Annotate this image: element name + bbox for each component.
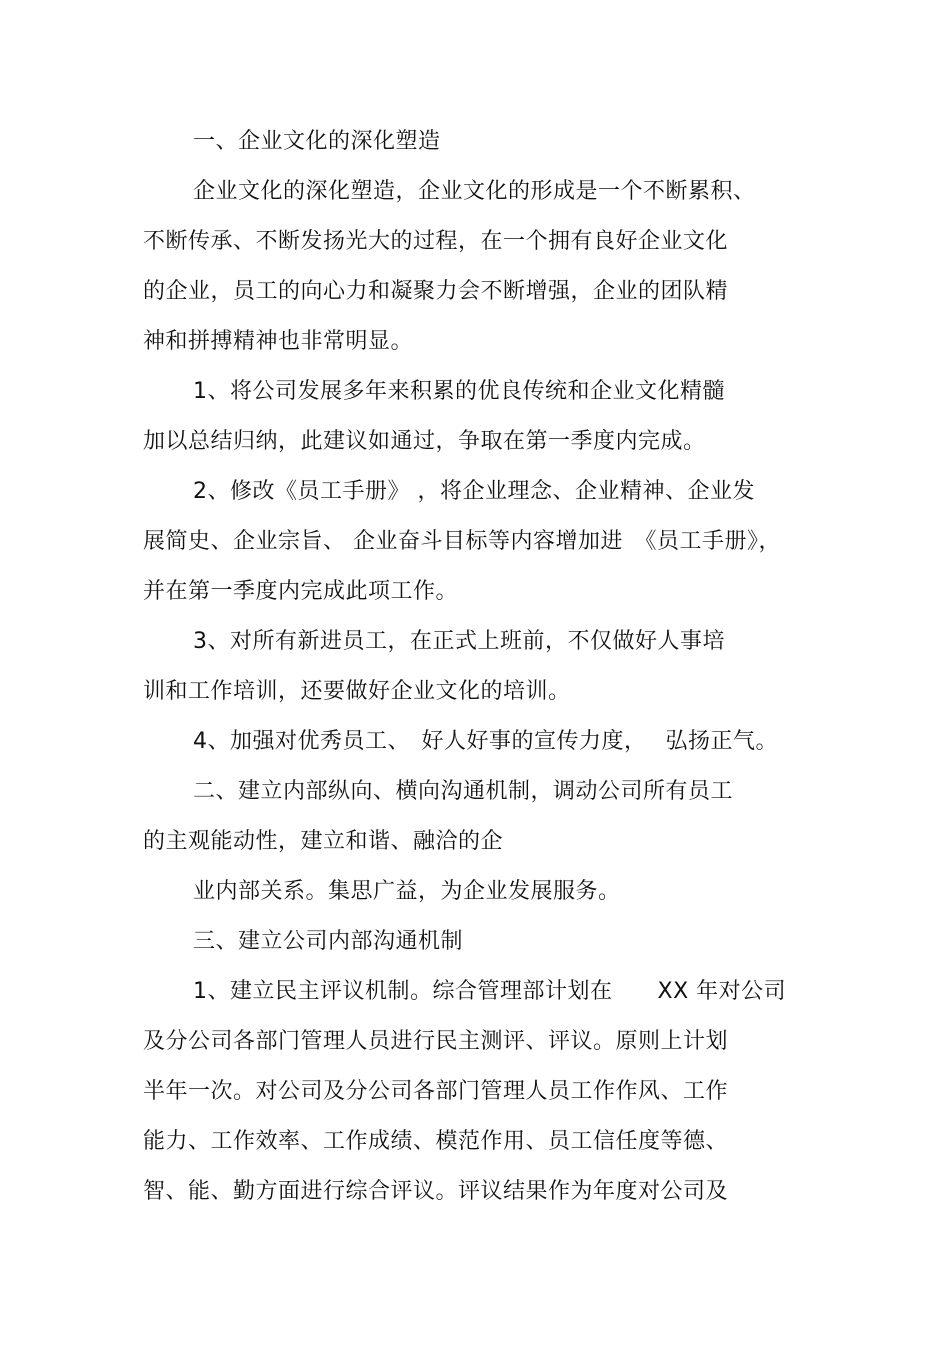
list-item-line: 智、能、勤方面进行综合评议。评议结果作为年度对公司及 <box>143 1179 729 1204</box>
section-heading-2: 二、建立内部纵向、横向沟通机制，调动公司所有员工 <box>193 779 734 804</box>
list-item-line: 1、建立民主评议机制。综合管理部计划在 XX 年对公司 <box>193 979 787 1004</box>
paragraph-line: 神和拼搏精神也非常明显。 <box>143 329 414 354</box>
paragraph-line: 不断传承、不断发扬光大的过程，在一个拥有良好企业文化 <box>143 229 729 254</box>
list-item-line: 展简史、企业宗旨、 企业奋斗目标等内容增加进 《员工手册》， <box>143 529 781 554</box>
list-item-line: 加以总结归纳，此建议如通过，争取在第一季度内完成。 <box>143 429 706 454</box>
list-item-line: 并在第一季度内完成此项工作。 <box>143 579 459 604</box>
list-item-line: 能力、工作效率、工作成绩、模范作用、员工信任度等德、 <box>143 1129 729 1154</box>
list-item-line: 2、修改《员工手册》 ，将企业理念、企业精神、企业发 <box>193 479 755 504</box>
list-item-line: 3、对所有新进员工，在正式上班前，不仅做好人事培 <box>193 629 725 654</box>
section-heading-2-cont: 的主观能动性，建立和谐、融洽的企 <box>143 829 504 854</box>
list-item-line: 1、将公司发展多年来积累的优良传统和企业文化精髓 <box>193 379 725 404</box>
list-item-line: 4、加强对优秀员工、 好人好事的宣传力度， 弘扬正气。 <box>193 729 778 754</box>
list-item-line: 半年一次。对公司及分公司各部门管理人员工作作风、工作 <box>143 1079 729 1104</box>
paragraph-line: 的企业，员工的向心力和凝聚力会不断增强，企业的团队精 <box>143 279 729 304</box>
paragraph-line: 企业文化的深化塑造，企业文化的形成是一个不断累积、 <box>193 179 756 204</box>
list-item-line: 训和工作培训，还要做好企业文化的培训。 <box>143 679 571 704</box>
paragraph-line: 业内部关系。集思广益，为企业发展服务。 <box>193 879 621 904</box>
list-item-line: 及分公司各部门管理人员进行民主测评、评议。原则上计划 <box>143 1029 729 1054</box>
section-heading-1: 一、企业文化的深化塑造 <box>193 129 441 154</box>
section-heading-3: 三、建立公司内部沟通机制 <box>193 929 464 954</box>
